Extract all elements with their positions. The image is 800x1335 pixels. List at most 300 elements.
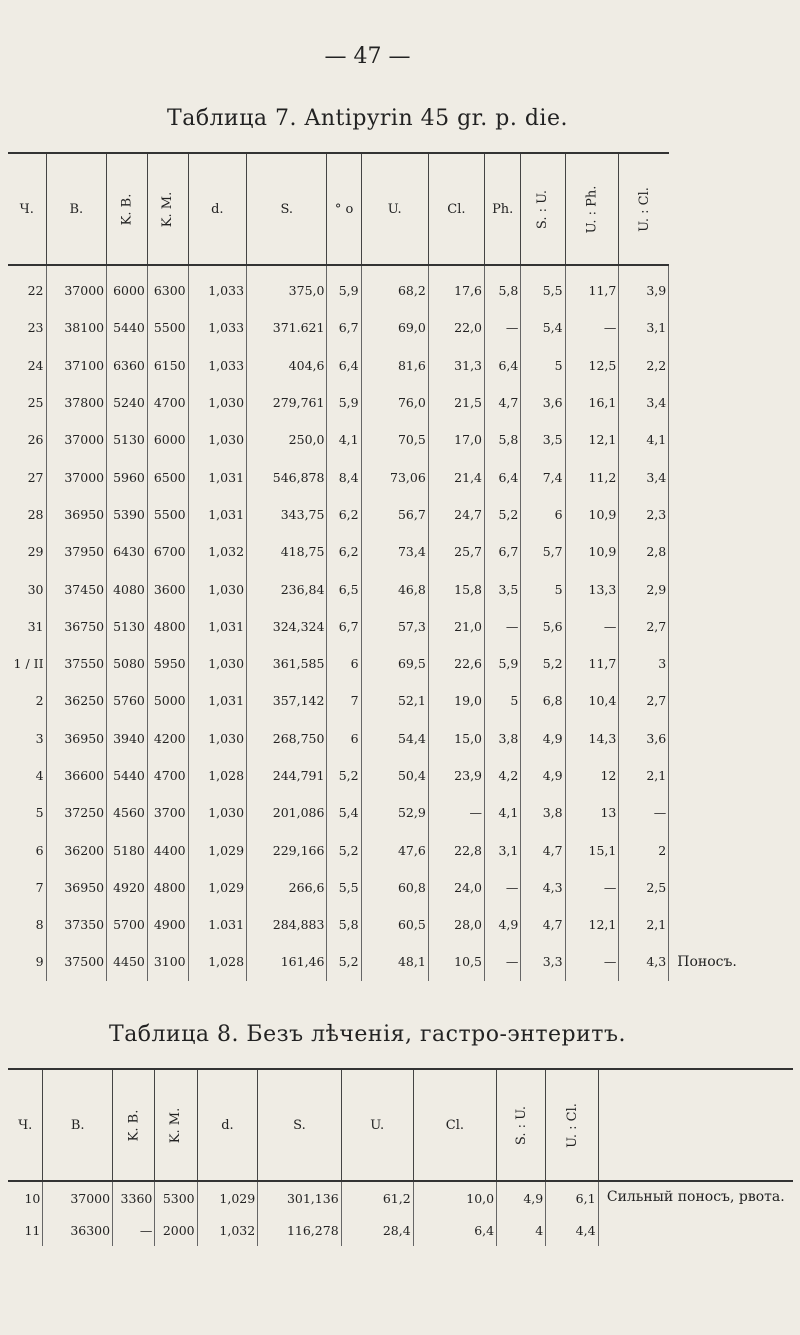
table-cell: 7 [35,879,44,895]
table-cell: 3,5 [485,570,521,607]
table-cell: 22 [27,283,44,299]
table7-header: S. [247,153,327,265]
table-cell: 1.031 [188,906,246,943]
table-cell: 1,029 [188,869,246,906]
table-cell: 4,7 [521,906,565,943]
table8-header-row [8,1069,793,1181]
table-cell: 5,9 [327,384,361,421]
table-cell: 5 [485,682,521,719]
table-cell: 3,4 [619,384,669,421]
row-note [669,421,768,458]
table-row [8,831,768,868]
table-cell: 4560 [107,794,148,831]
table-cell: 10,0 [413,1181,496,1214]
table-cell: 5,4 [521,309,565,346]
table-cell: 5,8 [485,421,521,458]
table-cell: 6,4 [327,347,361,384]
table-cell: 37350 [46,906,107,943]
table-cell: 5500 [147,309,188,346]
row-note [669,384,768,421]
table-cell: 12,1 [565,421,619,458]
table-cell: 4,1 [485,794,521,831]
table-cell: 10,4 [565,682,619,719]
table-cell: — [485,608,521,645]
table-row [8,458,768,495]
table-cell: 4,3 [619,943,669,980]
table-cell: 2,5 [619,869,669,906]
table-cell: 61,2 [341,1181,413,1214]
table-cell: 161,46 [247,943,327,980]
table-cell: 6150 [147,347,188,384]
table8-header: Ч. [8,1069,43,1181]
table7-header: K. B. [107,153,148,265]
table8-header: Cl. [413,1069,496,1181]
page-number: — 47 — [324,44,411,69]
table-row [8,943,768,980]
table-cell: 244,791 [247,757,327,794]
table-row [8,347,768,384]
table-cell: 1,033 [188,309,246,346]
table-cell: 4,7 [485,384,521,421]
table-cell: 5,9 [485,645,521,682]
table-cell: 23 [27,320,44,336]
table-cell: 2,2 [619,347,669,384]
table-cell: 4,9 [521,757,565,794]
table-cell: 25,7 [428,533,484,570]
table-cell: — [565,608,619,645]
table-cell: 24,0 [428,869,484,906]
table-cell: 60,8 [361,869,428,906]
table-cell: 4700 [147,384,188,421]
table-cell: 4,7 [521,831,565,868]
table-row [8,533,768,570]
table-cell: 3,1 [619,309,669,346]
table8-header: S. : U. [497,1069,546,1181]
table-cell: 73,4 [361,533,428,570]
table-cell: 50,4 [361,757,428,794]
table-cell: 70,5 [361,421,428,458]
table-cell: 4,3 [521,869,565,906]
table-cell: 3,9 [619,265,669,309]
table8-header: K. B. [113,1069,155,1181]
table-cell: 8,4 [327,458,361,495]
table-cell: 2,1 [619,757,669,794]
row-note [669,496,768,533]
table-cell: 5440 [107,757,148,794]
table-cell: 28,0 [428,906,484,943]
table-cell: 268,750 [247,720,327,757]
table-cell: 5950 [147,645,188,682]
table-cell: 36950 [46,720,107,757]
table7-title: Таблица 7. Antipyrin 45 gr. p. die. [167,106,568,131]
table-cell: 5130 [107,608,148,645]
table8-header: B. [43,1069,113,1181]
table-row [8,869,768,906]
table-row [8,645,768,682]
table-cell: 12,5 [565,347,619,384]
table-cell: 56,7 [361,496,428,533]
row-note [669,608,768,645]
table-cell: 17,0 [428,421,484,458]
table-cell: 11 [24,1222,41,1238]
table-cell: 284,883 [247,906,327,943]
table-cell: 24,7 [428,496,484,533]
table-row [8,720,768,757]
table-cell: 52,1 [361,682,428,719]
table-cell: 5180 [107,831,148,868]
table-cell: — [485,309,521,346]
table8 [8,1068,793,1246]
table-cell: 5,9 [327,265,361,309]
table-cell: 5960 [107,458,148,495]
row-note [669,265,768,309]
table-cell: 3 [619,645,669,682]
table-cell: 4900 [147,906,188,943]
table-cell: 4,9 [485,906,521,943]
table-cell: 27 [27,469,44,485]
table-cell: 418,75 [247,533,327,570]
row-note [669,309,768,346]
table-cell: 6,4 [485,458,521,495]
table-cell: 201,086 [247,794,327,831]
table-cell: 6,7 [327,309,361,346]
table-cell: 36200 [46,831,107,868]
table-cell: 4,4 [546,1214,598,1246]
table-cell: 37000 [43,1181,113,1214]
table-cell: 7 [327,682,361,719]
table-cell: 60,5 [361,906,428,943]
table-cell: 4 [497,1214,546,1246]
table-cell: — [565,309,619,346]
table-cell: — [428,794,484,831]
table-cell: 21,4 [428,458,484,495]
table-cell: 6,1 [546,1181,598,1214]
table-row [8,384,768,421]
table-cell: 3,4 [619,458,669,495]
table-row [8,682,768,719]
row-note [669,831,768,868]
table-cell: 24 [27,357,44,373]
table-cell: 37000 [46,421,107,458]
table-cell: 1,030 [188,720,246,757]
table-row [8,496,768,533]
table-row [8,794,768,831]
table-cell: 3700 [147,794,188,831]
table-cell: 69,0 [361,309,428,346]
table-cell: 10 [24,1190,41,1206]
table-cell: 6 [327,720,361,757]
table-cell: 6 [327,645,361,682]
table-cell: 1,028 [188,943,246,980]
row-note [669,347,768,384]
table-cell: 37550 [46,645,107,682]
table7-header: S. : U. [521,153,565,265]
row-note [669,720,768,757]
table7-header: K. M. [147,153,188,265]
table8-header: U. : Cl. [546,1069,598,1181]
table-cell: 31 [27,618,44,634]
table-cell: 29 [27,544,44,560]
table-cell: 4800 [147,869,188,906]
table-cell: 6000 [107,265,148,309]
table-cell: 4700 [147,757,188,794]
table-cell: 11,7 [565,645,619,682]
table-cell: 54,4 [361,720,428,757]
table-cell: 236,84 [247,570,327,607]
table-cell: 5700 [107,906,148,943]
table-cell: 4920 [107,869,148,906]
table-cell: 1 / II [13,656,44,672]
table-cell: 4800 [147,608,188,645]
row-note [669,570,768,607]
table-cell: 2,7 [619,608,669,645]
table-cell: 13,3 [565,570,619,607]
table-cell: 4400 [147,831,188,868]
table-cell: 116,278 [258,1214,341,1246]
table-cell: 6000 [147,421,188,458]
table-cell: 6,5 [327,570,361,607]
table-cell: 1,029 [197,1181,258,1214]
table-cell: 5300 [155,1181,197,1214]
table-row [8,906,768,943]
table-cell: 5,6 [521,608,565,645]
table-cell: 1,033 [188,347,246,384]
table-cell: 5,4 [327,794,361,831]
table-cell: 46,8 [361,570,428,607]
table-cell: 1,031 [188,682,246,719]
table7-header: Ч. [8,153,46,265]
table-cell: 30 [27,581,44,597]
table-cell: 23,9 [428,757,484,794]
table-cell: 17,6 [428,265,484,309]
table-cell: 22,0 [428,309,484,346]
table-cell: 1,028 [188,757,246,794]
table-cell: 3,6 [521,384,565,421]
table-cell: 5440 [107,309,148,346]
table8-header: d. [197,1069,258,1181]
table-cell: 6,4 [413,1214,496,1246]
table-cell: 2,3 [619,496,669,533]
row-note [669,906,768,943]
table-cell: 5,8 [485,265,521,309]
table-cell: — [565,869,619,906]
table-cell: 6,2 [327,533,361,570]
table-cell: 4,1 [619,421,669,458]
table-cell: 37000 [46,458,107,495]
table-cell: 5130 [107,421,148,458]
table-cell: 5240 [107,384,148,421]
table-cell: 5080 [107,645,148,682]
table-cell: 10,9 [565,533,619,570]
table-cell: 4,9 [497,1181,546,1214]
table7-note-header [669,153,768,265]
table-cell: 357,142 [247,682,327,719]
table-cell: 1,029 [188,831,246,868]
table-cell: 1,030 [188,421,246,458]
table-cell: 5 [521,347,565,384]
table-cell: 36950 [46,496,107,533]
table-cell: 4200 [147,720,188,757]
table-cell: 3,8 [521,794,565,831]
table-cell: 3,5 [521,421,565,458]
table-cell: 52,9 [361,794,428,831]
table-cell: 1,032 [197,1214,258,1246]
table-cell: 5,7 [521,533,565,570]
table-cell: 68,2 [361,265,428,309]
table-cell: 5 [35,805,44,821]
table-cell: 36300 [43,1214,113,1246]
table-cell: 5,2 [485,496,521,533]
table-cell: 6360 [107,347,148,384]
table-cell: 2,7 [619,682,669,719]
row-note [669,458,768,495]
table-row [8,608,768,645]
table-cell: 229,166 [247,831,327,868]
table-cell: 361,585 [247,645,327,682]
table-cell: 1,032 [188,533,246,570]
table-cell: — [565,943,619,980]
table-cell: 28 [27,506,44,522]
table7-header: U. : Ph. [565,153,619,265]
row-note [669,645,768,682]
row-note: Поносъ. [669,943,768,980]
table-cell: 1,033 [188,265,246,309]
table-cell: 47,6 [361,831,428,868]
table-cell: 5,2 [327,831,361,868]
table7-header-row [8,153,768,265]
table-cell: 5,5 [327,869,361,906]
table-cell: 37800 [46,384,107,421]
table-cell: 37000 [46,265,107,309]
table-cell: 28,4 [341,1214,413,1246]
table8-note: Сильный поносъ, рвота. [598,1181,793,1246]
table7-header: U. : Cl. [619,153,669,265]
table-cell: 5,2 [521,645,565,682]
table8-title: Таблица 8. Безъ лѣченія, гастро-энтеритъ. [109,1022,626,1047]
table-cell: 1,030 [188,794,246,831]
table-cell: 6430 [107,533,148,570]
table8-header: U. [341,1069,413,1181]
table-cell: 6,7 [327,608,361,645]
table-cell: 3100 [147,943,188,980]
table-cell: 15,1 [565,831,619,868]
row-note [669,869,768,906]
table-cell: 5760 [107,682,148,719]
table7-header: Cl. [428,153,484,265]
table-cell: 4080 [107,570,148,607]
table-cell: 36250 [46,682,107,719]
table-cell: 81,6 [361,347,428,384]
table-cell: 19,0 [428,682,484,719]
table-cell: 3,1 [485,831,521,868]
table-cell: 2 [619,831,669,868]
table-cell: 4,2 [485,757,521,794]
table-cell: 3360 [113,1181,155,1214]
table-cell: 3600 [147,570,188,607]
table7-header: B. [46,153,107,265]
table7-header: d. [188,153,246,265]
table-cell: 22,6 [428,645,484,682]
table-cell: 371.621 [247,309,327,346]
table-cell: 36750 [46,608,107,645]
table-cell: 4,1 [327,421,361,458]
table-cell: 1,030 [188,645,246,682]
table-cell: 301,136 [258,1181,341,1214]
row-note [669,757,768,794]
row-note [669,682,768,719]
table-cell: 15,0 [428,720,484,757]
table-cell: 37500 [46,943,107,980]
table-cell: 5,8 [327,906,361,943]
table8-header: S. [258,1069,341,1181]
table-cell: 6 [521,496,565,533]
table-cell: 11,7 [565,265,619,309]
table-cell: 6,7 [485,533,521,570]
table-cell: 10,9 [565,496,619,533]
table-cell: 4450 [107,943,148,980]
table-cell: 3,3 [521,943,565,980]
table-cell: 9 [35,954,44,970]
table-cell: 73,06 [361,458,428,495]
table-cell: 5,2 [327,943,361,980]
table-row [8,570,768,607]
table-cell: 5390 [107,496,148,533]
table7-header: ° o [327,153,361,265]
table-cell: 6300 [147,265,188,309]
table-cell: 6,8 [521,682,565,719]
table-cell: 250,0 [247,421,327,458]
table-cell: 3 [35,730,44,746]
table-cell: 266,6 [247,869,327,906]
table-row [8,1181,793,1214]
table-cell: 3940 [107,720,148,757]
table-cell: 13 [565,794,619,831]
table-cell: — [619,794,669,831]
table-cell: 8 [35,917,44,933]
table-cell: 69,5 [361,645,428,682]
table-cell: 4,9 [521,720,565,757]
table-cell: 279,761 [247,384,327,421]
table7 [8,152,768,981]
table-cell: 12 [565,757,619,794]
table-cell: 36950 [46,869,107,906]
table-cell: 25 [27,395,44,411]
table-cell: 324,324 [247,608,327,645]
table-cell: 21,5 [428,384,484,421]
table-cell: 14,3 [565,720,619,757]
table-cell: 6700 [147,533,188,570]
table-cell: 2,9 [619,570,669,607]
table-cell: 2,8 [619,533,669,570]
table-cell: 48,1 [361,943,428,980]
table-cell: 5000 [147,682,188,719]
row-note [669,794,768,831]
table-cell: 5500 [147,496,188,533]
table-cell: 26 [27,432,44,448]
table-cell: 1,030 [188,570,246,607]
table-cell: 343,75 [247,496,327,533]
table-row [8,757,768,794]
table-cell: 3,6 [619,720,669,757]
table-cell: 6 [35,842,44,858]
table-cell: 11,2 [565,458,619,495]
table-cell: 6500 [147,458,188,495]
table8-note-header [598,1069,793,1181]
table-cell: 6,2 [327,496,361,533]
table-cell: 37100 [46,347,107,384]
table-cell: 3,8 [485,720,521,757]
table-cell: 22,8 [428,831,484,868]
